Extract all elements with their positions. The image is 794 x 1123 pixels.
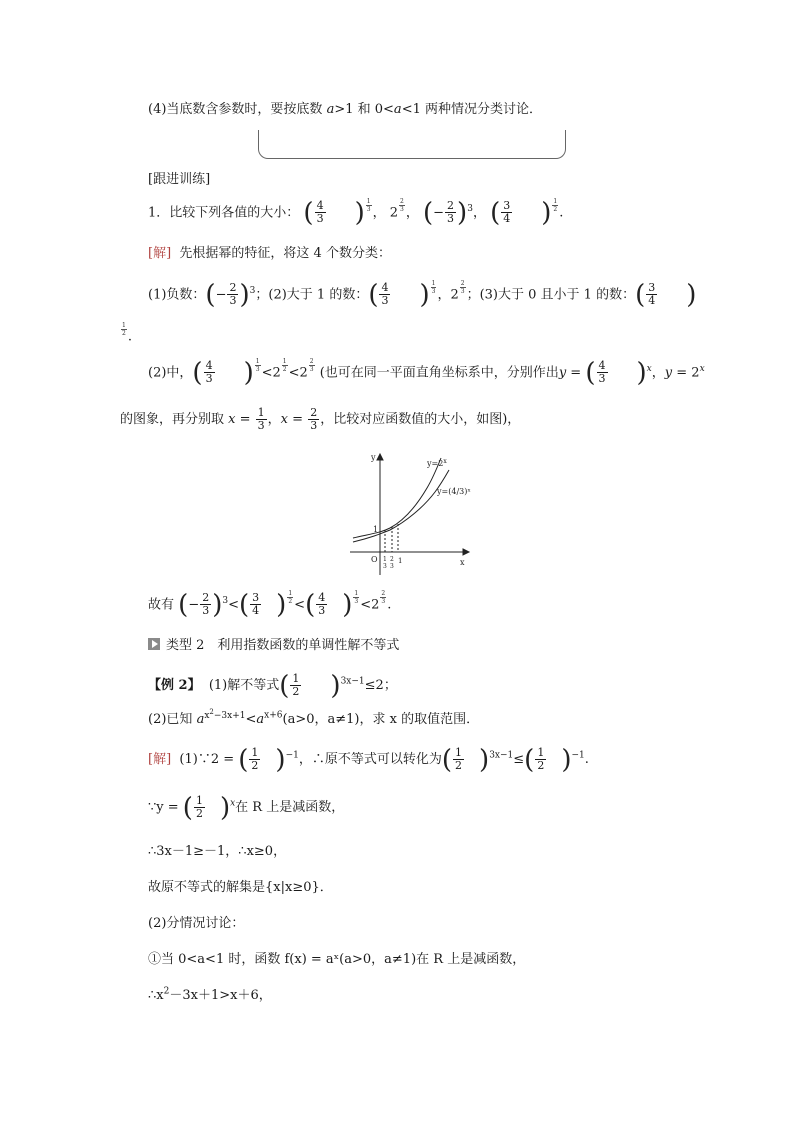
tick-2-den: 3 — [390, 563, 394, 570]
y-axis-arrow — [377, 454, 383, 460]
solution2-case1: ①当 0<a<1 时，函数 f(x) = aˣ(a>0，a≠1)在 R 上是减函数， — [148, 952, 526, 967]
example2-line1: 【例 2】 (1)解不等式( $\frac{1}{2}$ )$^{3x-1}$≤2； — [148, 670, 397, 701]
x-axis-arrow — [463, 549, 469, 555]
question-1: 1．比较下列各值的大小： ( $\frac{4}{3}$ ) $\frac{1}{3}$ ， 2 $\frac{2}{3}$ ， (− $\frac{2}{3}$ )$^3$， ( $\frac{3}{4}$ ) $\frac{1}{2}$ . — [148, 197, 564, 228]
tick-one: 1 — [398, 557, 403, 565]
solution2-case-lead: (2)分情况讨论： — [148, 916, 245, 931]
classification-cont: $\frac{1}{2}$ . — [122, 322, 132, 345]
curve2-label: y=(4/3)ˣ — [437, 487, 471, 496]
play-triangle-icon — [148, 638, 160, 650]
solution2-step1: ∴3x－1≥－1，∴x≥0， — [148, 844, 287, 859]
tick-1-num: 1 — [383, 556, 387, 563]
origin-label: O — [371, 555, 378, 564]
curve1-label: $y=2^x$ — [427, 458, 447, 468]
solution1-intro: [解] 先根据幂的特征，将这 4 个数分类： — [148, 246, 391, 261]
tick-2-num: 2 — [390, 556, 394, 563]
y-intercept-label: 1 — [373, 525, 379, 534]
bracket-box — [258, 130, 566, 159]
y-axis-label: y — [371, 453, 376, 462]
curve-four-thirds-pow-x — [353, 470, 449, 542]
solution2-line2: ∵y = ( $\frac{1}{2}$ )$^x$在 R 上是减函数， — [148, 792, 345, 823]
rule-4-line: (4)当底数含参数时，要按底数 a>1 和 0<a<1 两种情况分类讨论． — [148, 102, 542, 117]
conclusion-line: 故有 (− $\frac{2}{3}$ )$^3$<( $\frac{3}{4}$ ) $\frac{1}{2}$ <( $\frac{4}{3}$ ) $\frac{1}{3}$ <2 $\frac{2}{3}$ . — [148, 589, 392, 620]
solution2-line1: [解] (1)∵2 = ( $\frac{1}{2}$ )$^{-1}$，∴原不等式可以转化为( $\frac{1}{2}$ )$^{3x-1}$≤( $\frac{1}{2}$ )$^{-1}$. — [148, 744, 589, 775]
exponential-graph — [345, 450, 475, 580]
part2-line: (2)中，( $\frac{4}{3}$ ) $\frac{1}{3}$ <2 $\frac{1}{2}$ <2 $\frac{2}{3}$ (也可在同一平面直角坐标系中，分别作出y = ( $\frac{4}{3}$ )$^x$，$y = 2^x$ — [148, 357, 705, 388]
classification-line: (1)负数：(− $\frac{2}{3}$ )$^3$；(2)大于 1 的数：( $\frac{4}{3}$ ) $\frac{1}{3}$ ，2 $\frac{2}{3}$ ；(3)大于 0 且小于 1 的数：( $\frac{3}{4}$ ) — [148, 279, 697, 310]
type2-heading: 类型 2 利用指数函数的单调性解不等式 — [148, 636, 399, 656]
solution2-case1b: $\therefore x^2-3x+1>x+6$， — [148, 986, 272, 1003]
solution2-set: 故原不等式的解集是{x|x≥0}． — [148, 880, 333, 895]
practice-heading: [跟进训练] — [148, 172, 211, 187]
x-axis-label: x — [460, 558, 465, 567]
part2-cont: 的图象，再分别取 x = $\frac{1}{3}$ ，x = $\frac{2}{3}$ ，比较对应函数值的大小，如图)， — [120, 406, 521, 432]
tick-1-den: 3 — [383, 563, 387, 570]
example2-line2: (2)已知 $a^{x^2-3x+1}<a^{x+6}(a>0$，a≠1)，求 x 的取值范围． — [148, 707, 480, 727]
